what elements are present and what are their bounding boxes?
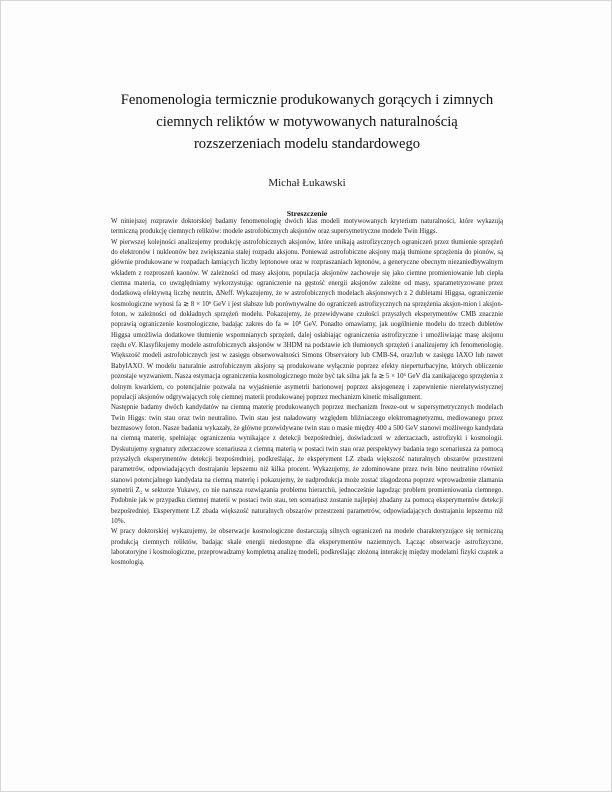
abstract-heading: Streszczenie: [286, 209, 328, 218]
abstract-body: [111, 217, 503, 569]
title-line: rozszerzeniach modelu standardowego: [193, 136, 421, 152]
title-line: Fenomenologia termicznie produkowanych gorących i zimnych: [120, 92, 494, 108]
paper-title: [71, 89, 543, 155]
abstract-paragraph: W pracy doktorskiej wykazujemy, że obserwacje kosmologiczne dostarczają silnych ograniczeń na modele charakteryzujące się termiczną produkcją ciemnych reliktów, badając skale energii niedostępne dla eksperymentów naziemnych. Łącząc obserwacje astrofizyczne, laboratoryjne i kosmologiczne, przeprowadzamy kompletną analizę modeli, podkreślając złożoną interakcję między modelami fizyki cząstek a kosmologią.: [111, 528, 503, 567]
author-name: Michał Łukawski: [268, 177, 346, 189]
abstract-paragraph: W niniejszej rozprawie doktorskiej badamy fenomenologię dwóch klas modeli motywowanych kryterium naturalności, które wykazują termiczną produkcję ciemnych reliktów: modele astrofobicznych aksjonów oraz supersymetryczne modele Twin Higgs.: [111, 218, 503, 236]
title-line: ciemnych reliktów w motywowanych naturalnością: [156, 114, 458, 130]
abstract-paragraph: W pierwszej kolejności analizujemy produkcję astrofobicznych aksjonów, które unikają astrofizycznych ograniczeń przez tłumienie sprzężeń do elektronów i nukleonów bez zwiększania stałej rozpadu aksjonu. Ponieważ astrofobiczne aksjony mają tłumione sprzężenia do pionów, są głównie produkowane w rozpadach łamiących liczby leptonowe oraz w rozpraszaniach leptonów, a generyczne obecnym niezaniedbywalnym wkładem z rozproszeń kaonów. W zależności od masy aksjonu, populacja aksjonów zachowuje się jako ciemne promieniowanie lub ciepła ciemna materia, co uwzględniamy wykorzystując ograniczenie na gęstość energii aksjonów zależne od masy, sparametryzowane przez dodatkową efektywną liczbę neutrin, ΔNeff. Wykazujemy, że w astrofobicznych modelach aksjonowych z 2 dubletami Higgsa, ograniczenie kosmologiczne wynosi fa ≳ 8 × 10⁶ GeV i jest słabsze lub porównywalne do ograniczeń astrofizycznych na sprzężenia aksjon-mion i aksjon-foton, w zależności od dokładnych sprzężeń modelu. Pokazujemy, że przewidywane czułości przyszłych eksperymentów CMB znacznie poprawią ograniczenie kosmologiczne, badając zakres do fa ≃ 10⁸ GeV. Ponadto omawiamy, jak uogólnienie modelu do trzech dubletów Higgsa umożliwia dodatkowe tłumienie wspomnianych sprzężeń, dalej osłabiając ograniczenia astrofizyczne i umożliwiając masę aksjonu rzędu eV. Klasyfikujemy modele astrofobicznych aksjonów w 3HDM na podstawie ich tłumionych sprzężeń i analizujemy ich fenomenologię. Większość modeli astrofobicznych jest w zasięgu obserwowalności Simons Observatory lub CMB-S4, oraz/lub w zasięgu IAXO lub nawet BabyIAXO. W modelu naturalnie astrofobicznym aksjony są produkowane wyłącznie poprzez efekty nieperturbacyjne, których obliczenie pozostaje wyzwaniem. Nasza estymacja ograniczenia kosmologicznego może być tak silna jak fa ≳ 5 × 10⁶ GeV dla zanikającego sprzężenia z dolnym kwarkiem, co potencjalnie pozwala na wyjaśnienie asymetrii barionowej poprzez aksjogenezę i zapewnienie nierelatywistycznej populacji aksjonów odgrywających rolę ciemnej materii produkowanej poprzez mechanizm kinetic misalignment.: [111, 238, 503, 401]
abstract-paragraph: Następnie badamy dwóch kandydatów na ciemną materię produkowanych poprzez mechanizm freeze-out w supersymetrycznych modelach Twin Higgs: twin stau oraz twin neutralino. Twin stau jest naładowany względem bliźniaczego elektromagnetyzmu, mediowanego przez bezmasowy foton. Nasze badania wykazały, że główne przewidywane twin stau o masie między 400 a 500 GeV stanowi możliwego kandydata na ciemną materię, spełniając ograniczenia wynikające z detekcji bezpośredniej, doświadczeń w zderzaczach, astrofizyki i kosmologii. Dyskutujemy sygnatury zderzaczowe scenariusza z ciemną materią w postaci twin stau oraz perspektywy badania tego scenariusza za pomocą przyszłych eksperymentów detekcji bezpośredniej, podkreślając, że eksperyment LZ zbada większość naturalnych obszarów przestrzeni parametrów, odpowiadających dostrajaniu lepszemu niż kilka procent. Wykazujemy, że zdominowane przez twin bino neutralino również stanowi potencjalnego kandydata na ciemną materię i pokazujemy, że nadprodukcja może zostać złagodzona poprzez wprowadzenie złamania symetrii Z₂ w sektorze Yukawy, co nie narusza rozwiązania problemu hierarchii, jednocześnie łagodząc problem promieniowania ciemnego. Podobnie jak w przypadku ciemnej materii w postaci twin stau, ten scenariusz zostanie najlepiej zbadany za pomocą eksperymentów detekcji bezpośredniej. Eksperyment LZ zbada większość naturalnych obszarów przestrzeni parametrów, odpowiadających dostrajaniu lepszemu niż 10%.: [111, 404, 503, 525]
